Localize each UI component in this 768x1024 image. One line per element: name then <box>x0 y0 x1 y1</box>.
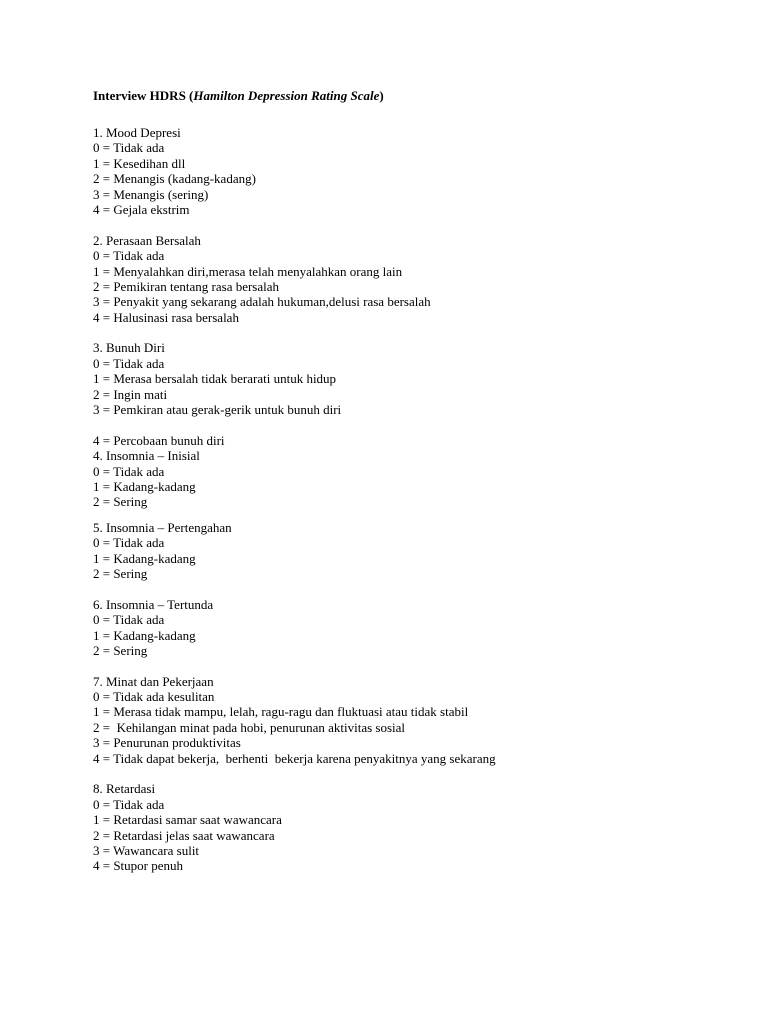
section-bunuh-diri <box>93 340 743 417</box>
section-retardasi <box>93 781 743 873</box>
list-item: 2 = Kehilangan minat pada hobi, penurunan aktivitas sosial <box>93 719 406 735</box>
list-item: 0 = Tidak ada kesulitan <box>93 689 215 705</box>
section-heading: 5. Insomnia – Pertengahan <box>93 519 232 535</box>
title-bold-prefix: Interview HDRS ( <box>93 88 194 103</box>
list-item: 1 = Menyalahkan diri,merasa telah menyalahkan orang lain <box>93 263 403 279</box>
list-item: 4. Insomnia – Inisial <box>93 448 200 464</box>
list-item: 0 = Tidak ada <box>93 612 165 628</box>
title-bold-suffix: ) <box>379 88 384 103</box>
section-heading: 1. Mood Depresi <box>93 125 181 140</box>
section-insomnia-inisial <box>93 433 743 510</box>
list-item: 4 = Gejala ekstrim <box>93 201 190 217</box>
list-item: 1 = Kadang-kadang <box>93 478 196 494</box>
section-heading: 3. Bunuh Diri <box>93 340 165 356</box>
list-item: 4 = Stupor penuh <box>93 858 184 874</box>
list-item: 0 = Tidak ada <box>93 796 165 812</box>
list-item: 0 = Tidak ada <box>93 140 165 156</box>
list-item: 0 = Tidak ada <box>93 463 165 479</box>
list-item: 2 = Pemikiran tentang rasa bersalah <box>93 278 280 294</box>
list-item: 3 = Pemkiran atau gerak-gerik untuk bunuh diri <box>93 402 342 418</box>
section-heading: 4 = Percobaan bunuh diri <box>93 432 225 448</box>
section-heading: 7. Minat dan Pekerjaan <box>93 673 214 689</box>
list-item: 4 = Tidak dapat bekerja, berhenti bekerja karena penyakitnya yang sekarang <box>93 750 496 766</box>
list-item: 0 = Tidak ada <box>93 355 165 371</box>
list-item: 1 = Merasa tidak mampu, lelah, ragu-ragu dan fluktuasi atau tidak stabil <box>93 704 469 720</box>
list-item: 4 = Halusinasi rasa bersalah <box>93 309 239 325</box>
section-perasaan-bersalah <box>93 233 743 325</box>
list-item: 2 = Sering <box>93 642 148 658</box>
list-item: 3 = Penyakit yang sekarang adalah hukuman,delusi rasa bersalah <box>93 294 431 310</box>
list-item: 2 = Ingin mati <box>93 386 168 402</box>
section-heading: 6. Insomnia – Tertunda <box>93 596 214 612</box>
list-item: 0 = Tidak ada <box>93 248 165 264</box>
list-item: 3 = Menangis (sering) <box>93 186 209 202</box>
section-mood-depresi <box>93 125 743 217</box>
list-item: 2 = Menangis (kadang-kadang) <box>93 171 256 187</box>
list-item: 1 = Kesedihan dll <box>93 155 186 171</box>
list-item: 1 = Retardasi samar saat wawancara <box>93 812 282 828</box>
list-item: 1 = Merasa bersalah tidak berarati untuk hidup <box>93 371 337 387</box>
list-item: 2 = Sering <box>93 494 148 510</box>
document-body <box>93 87 743 874</box>
list-item: 1 = Kadang-kadang <box>93 550 196 566</box>
document-title <box>93 87 743 105</box>
section-minat-dan-pekerjaan <box>93 674 743 766</box>
section-insomnia-tertunda <box>93 597 743 659</box>
section-insomnia-pertengahan <box>93 520 743 582</box>
list-item: 0 = Tidak ada <box>93 535 165 551</box>
list-item: 3 = Penurunan produktivitas <box>93 735 241 751</box>
section-heading: 8. Retardasi <box>93 781 156 797</box>
list-item: 2 = Retardasi jelas saat wawancara <box>93 827 275 843</box>
title-italic: Hamilton Depression Rating Scale <box>193 88 380 103</box>
section-heading: 2. Perasaan Bersalah <box>93 232 201 248</box>
list-item: 3 = Wawancara sulit <box>93 842 200 858</box>
list-item: 2 = Sering <box>93 565 148 581</box>
list-item: 1 = Kadang-kadang <box>93 627 196 643</box>
